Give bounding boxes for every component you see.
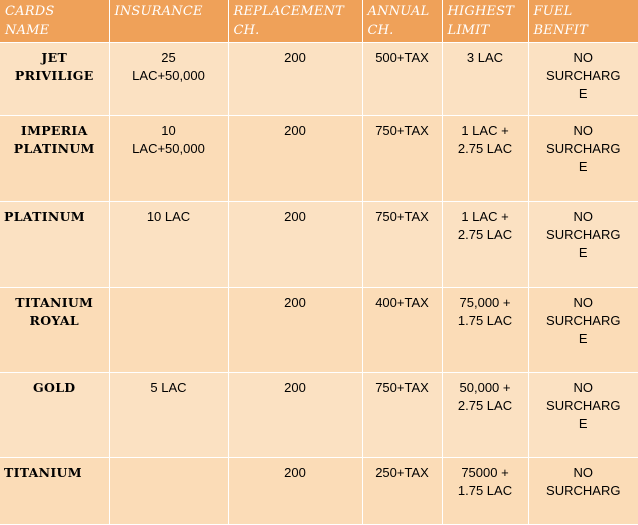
annual-cell: 400+TAX: [362, 288, 442, 373]
table-row: [0, 373, 638, 458]
replacement-cell: 200: [228, 458, 362, 525]
annual-cell: 750+TAX: [362, 116, 442, 202]
header-annual-charge: ANNUAL CH.: [362, 0, 442, 43]
limit-cell: 3 LAC: [442, 43, 528, 116]
replacement-cell: 200: [228, 43, 362, 116]
card-name-cell: IMPERIA PLATINUM: [0, 116, 109, 202]
limit-cell: 75000 + 1.75 LAC: [442, 458, 528, 525]
insurance-cell: 10 LAC+50,000: [109, 116, 228, 202]
card-name-cell: PLATINUM: [0, 202, 109, 288]
card-name-cell: JET PRIVILIGE: [0, 43, 109, 116]
header-highest-limit: HIGHEST LIMIT: [442, 0, 528, 43]
fuel-cell: NO SURCHARG E: [528, 373, 638, 458]
fuel-cell: NO SURCHARG E: [528, 202, 638, 288]
insurance-cell: [109, 288, 228, 373]
insurance-cell: 10 LAC: [109, 202, 228, 288]
fuel-cell: NO SURCHARG: [528, 458, 638, 525]
fuel-cell: NO SURCHARG E: [528, 288, 638, 373]
card-name-cell: TITANIUM ROYAL: [0, 288, 109, 373]
limit-cell: 1 LAC + 2.75 LAC: [442, 202, 528, 288]
table-row: [0, 202, 638, 288]
replacement-cell: 200: [228, 288, 362, 373]
replacement-cell: 200: [228, 116, 362, 202]
table-row: [0, 458, 638, 525]
annual-cell: 750+TAX: [362, 373, 442, 458]
card-name-cell: GOLD: [0, 373, 109, 458]
card-name-cell: TITANIUM: [0, 458, 109, 525]
limit-cell: 75,000 + 1.75 LAC: [442, 288, 528, 373]
fuel-cell: NO SURCHARG E: [528, 43, 638, 116]
table-row: [0, 43, 638, 116]
annual-cell: 750+TAX: [362, 202, 442, 288]
replacement-cell: 200: [228, 373, 362, 458]
annual-cell: 500+TAX: [362, 43, 442, 116]
limit-cell: 1 LAC + 2.75 LAC: [442, 116, 528, 202]
table-header-row: [0, 0, 638, 43]
header-insurance: INSURANCE: [109, 0, 228, 43]
header-fuel-benefit: FUEL BENFIT: [528, 0, 638, 43]
header-replacement-charge: REPLACEMENT CH.: [228, 0, 362, 43]
insurance-cell: 25 LAC+50,000: [109, 43, 228, 116]
fuel-cell: NO SURCHARG E: [528, 116, 638, 202]
header-cards-name: CARDS NAME: [0, 0, 109, 43]
limit-cell: 50,000 + 2.75 LAC: [442, 373, 528, 458]
insurance-cell: [109, 458, 228, 525]
table-row: [0, 116, 638, 202]
replacement-cell: 200: [228, 202, 362, 288]
insurance-cell: 5 LAC: [109, 373, 228, 458]
annual-cell: 250+TAX: [362, 458, 442, 525]
table-row: [0, 288, 638, 373]
